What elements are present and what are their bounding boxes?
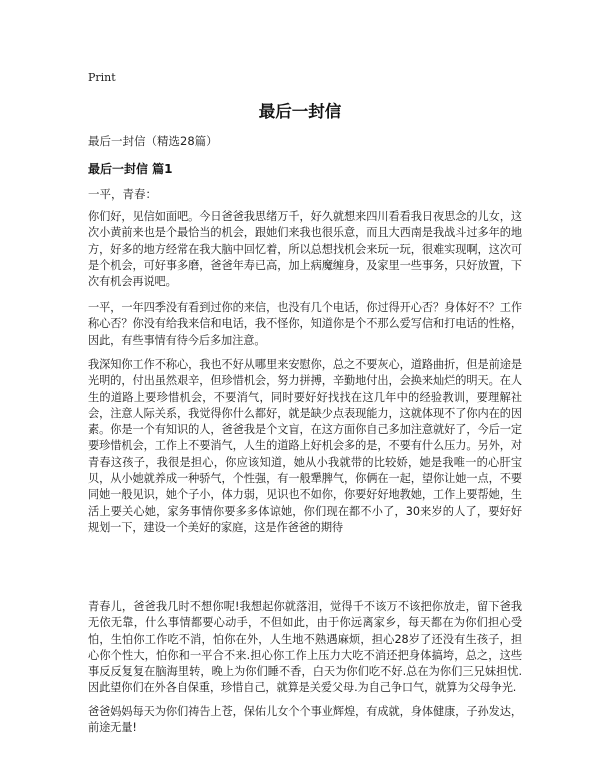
paragraph-2: 一平，一年四季没有看到过你的来信，也没有几个电话，你过得开心否？身体好不？工作称心否？你没有给我来信和电话，我不怪你，知道你是个不那么爱写信和打电话的性格，因此，有些事情有待今后多加注意。: [88, 301, 522, 347]
paragraph-5: 爸爸妈妈每天为你们祷告上苍，保佑儿女个个事业辉煌，有成就，身体健康，子孙发达，前途无量!: [88, 705, 522, 735]
paragraph-1: 你们好，见信如面吧。今日爸爸我思绪万千，好久就想来四川看看我日夜思念的儿女，这次小黄前来也是个最恰当的机会，跟她们来我也很乐意，而且大西南是我战斗过多年的地方，好多的地方经常在我大脑中回忆着，所以总想找机会来玩一玩，很难实现啊，这次可是个机会，可好事多磨，爸爸年寿已高，加上病魔缠身，及家里一些事务，只好放置，下次有机会再说吧。: [88, 210, 522, 289]
paragraph-4: 青春儿，爸爸我几时不想你呢!我想起你就落泪，觉得千不该万不该把你放走，留下爸我无依无靠，什么事情都要心动手，不但如此，由于你远离家乡，每天都在为你们担心受怕，生怕你工作吃不消，怕你在外，人生地不熟遇麻烦，担心28岁了还没有生孩子，担心你个性大，怕你和一平合不来.担心你工作上压力大吃不消还把身体搞垮，总之，这些事反反复复在脑海里转，晚上为你们睡不香，白天为你们吃不好.总在为你们三兄妹担忧.因此望你们在外各自保重，珍惜自己，就算是关爱父母.为自己争口气，就算为父母争光.: [88, 600, 522, 695]
paragraph-3: 我深知你工作不称心，我也不好从哪里来安慰你，总之不要灰心，道路曲折，但是前途是光明的，付出虽然艰辛，但珍惜机会，努力拼搏，辛勤地付出，会换来灿烂的明天。在人生的道路上要珍惜机会，不要消气，同时要好好找找在这几年中的经验教训，要理解社会，注意人际关系，我觉得你什么都好，就是缺少点表现能力，这就体现不了你内在的因素。你是一个有知识的人，爸爸我是个文盲，在这方面你自己多加注意就好了，今后一定要珍惜机会，工作上不要消气，人生的道路上好机会多的是，不要有什么压力。另外，对青春这孩子，我很是担心，你应该知道，她从小我就带的比较娇，她是我唯一的心肝宝贝，从小她就养成一种骄气，个性强，有一般犟脾气，你俩在一起，望你让她一点，不要同她一般见识，她个子小，体力弱，见识也不如你，你要好好地教她，工作上要帮她，生活上要关心她，家务事情你要多多体谅她，你们现在都不小了，30来岁的人了，要好好规划一下，建设一个美好的家庭，这是作爸爸的期待: [88, 358, 522, 534]
document-subtitle: 最后一封信（精选28篇）: [88, 134, 218, 148]
letter-greeting: 一平，青春：: [88, 187, 157, 201]
print-label: Print: [88, 71, 116, 84]
page-title: 最后一封信: [258, 102, 342, 121]
section-heading: 最后一封信 篇1: [88, 162, 173, 176]
